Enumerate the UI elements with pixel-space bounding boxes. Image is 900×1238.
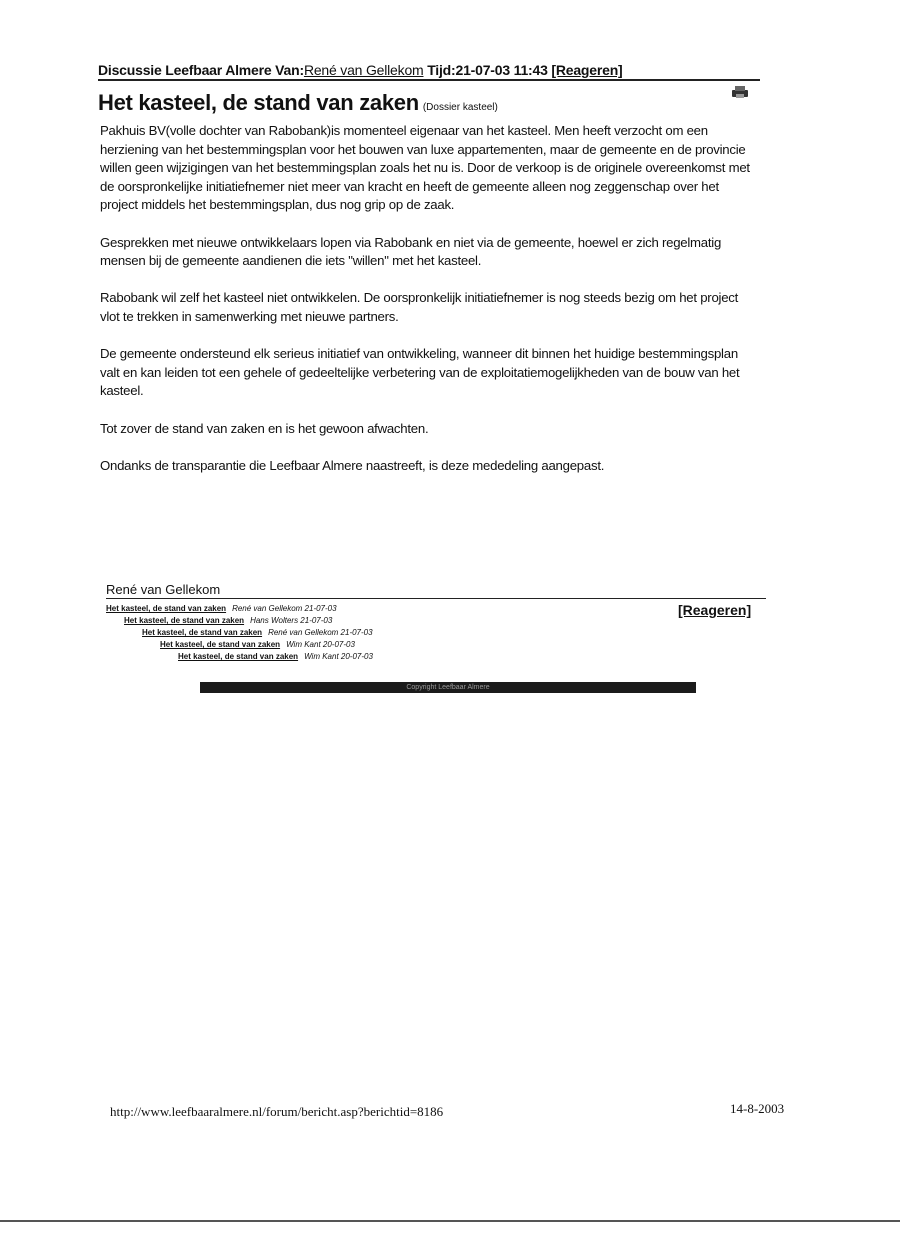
- author-link[interactable]: René van Gellekom: [303, 62, 424, 78]
- thread-item: [106, 615, 666, 627]
- thread-item-author: René van Gellekom 21-07-03: [268, 628, 373, 637]
- print-date: 14-8-2003: [730, 1101, 785, 1116]
- thread-item-title[interactable]: Het kasteel, de stand van zaken: [178, 652, 299, 661]
- paragraph: Tot zover de stand van zaken en is het gewoon afwachten.: [100, 420, 429, 436]
- post-signature: René van Gellekom: [106, 582, 221, 597]
- divider: [106, 598, 766, 599]
- thread-item-title[interactable]: Het kasteel, de stand van zaken: [160, 640, 281, 649]
- forum-name[interactable]: Discussie Leefbaar Almere: [98, 62, 272, 78]
- thread-item-author: Wim Kant 20-07-03: [304, 652, 373, 661]
- dossier-link[interactable]: (Dossier kasteel): [422, 102, 498, 113]
- author-label: Van:: [275, 62, 304, 78]
- post-time: 21-07-03 11:43: [455, 62, 548, 78]
- paragraph: Pakhuis BV(volle dochter van Rabobank)is momenteel eigenaar van het kasteel. Men heeft verzocht om een herziening van het bestemmingsplan voor het bouwen van luxe appartementen, maar de gemeente en de provincie willen geen wijzigingen van het bestemmingsplan zoals het nu is. Door de verkoop is de originele overeenkomst met de oorspronkelijke initiatiefnemer niet meer van kracht en heeft de gemeente alleen nog zeggenschap over het project middels het bestemmingsplan, dus nog grip op de zaak.: [100, 123, 750, 213]
- thread-item-author: René van Gellekom 21-07-03: [232, 604, 337, 613]
- paragraph: De gemeente ondersteund elk serieus initiatief van ontwikkeling, wanneer dit binnen het huidige bestemmingsplan valt en kan leiden tot een gehele of gedeeltelijke verbetering van de exploitatiemogelijkheden van de bouw van het kasteel.: [100, 346, 740, 399]
- thread-item-author: Wim Kant 20-07-03: [286, 640, 355, 649]
- post-title: Het kasteel, de stand van zaken: [98, 90, 419, 115]
- thread-list: [106, 603, 666, 663]
- time-label: Tijd:: [427, 62, 456, 78]
- paragraph: Rabobank wil zelf het kasteel niet ontwikkelen. De oorspronkelijk initiatiefnemer is nog steeds bezig om het project vlot te trekken in samenwerking met nieuwe partners.: [100, 290, 739, 324]
- post-header: [98, 62, 760, 81]
- thread-item-title[interactable]: Het kasteel, de stand van zaken: [124, 616, 245, 625]
- thread-item: [106, 603, 666, 615]
- thread-item: [106, 651, 666, 663]
- thread-item: [106, 627, 666, 639]
- thread-item-title[interactable]: Het kasteel, de stand van zaken: [142, 628, 263, 637]
- paragraph: Gesprekken met nieuwe ontwikkelaars lopen via Rabobank en niet via de gemeente, hoewel er zich regelmatig mensen bij de gemeente aandienen die iets "willen" met het kasteel.: [100, 234, 722, 269]
- scan-edge: [0, 1220, 900, 1222]
- paragraph: Ondanks de transparantie die Leefbaar Almere naastreeft, is deze mededeling aangepast.: [100, 457, 605, 473]
- thread-item: [106, 639, 666, 651]
- thread-item-author: Hans Wolters 21-07-03: [250, 616, 333, 625]
- print-icon[interactable]: [730, 85, 750, 99]
- thread-item-title[interactable]: Het kasteel, de stand van zaken: [106, 604, 227, 613]
- site-footer-bar: Copyright Leefbaar Almere: [200, 682, 696, 693]
- print-url: http://www.leefbaaralmere.nl/forum/bericht.asp?berichtid=8186: [110, 1104, 444, 1119]
- reply-link-top[interactable]: [Reageren]: [551, 62, 623, 78]
- post-body: [100, 122, 760, 494]
- post-title-row: [98, 90, 760, 116]
- reply-button[interactable]: [Reageren]: [678, 602, 752, 618]
